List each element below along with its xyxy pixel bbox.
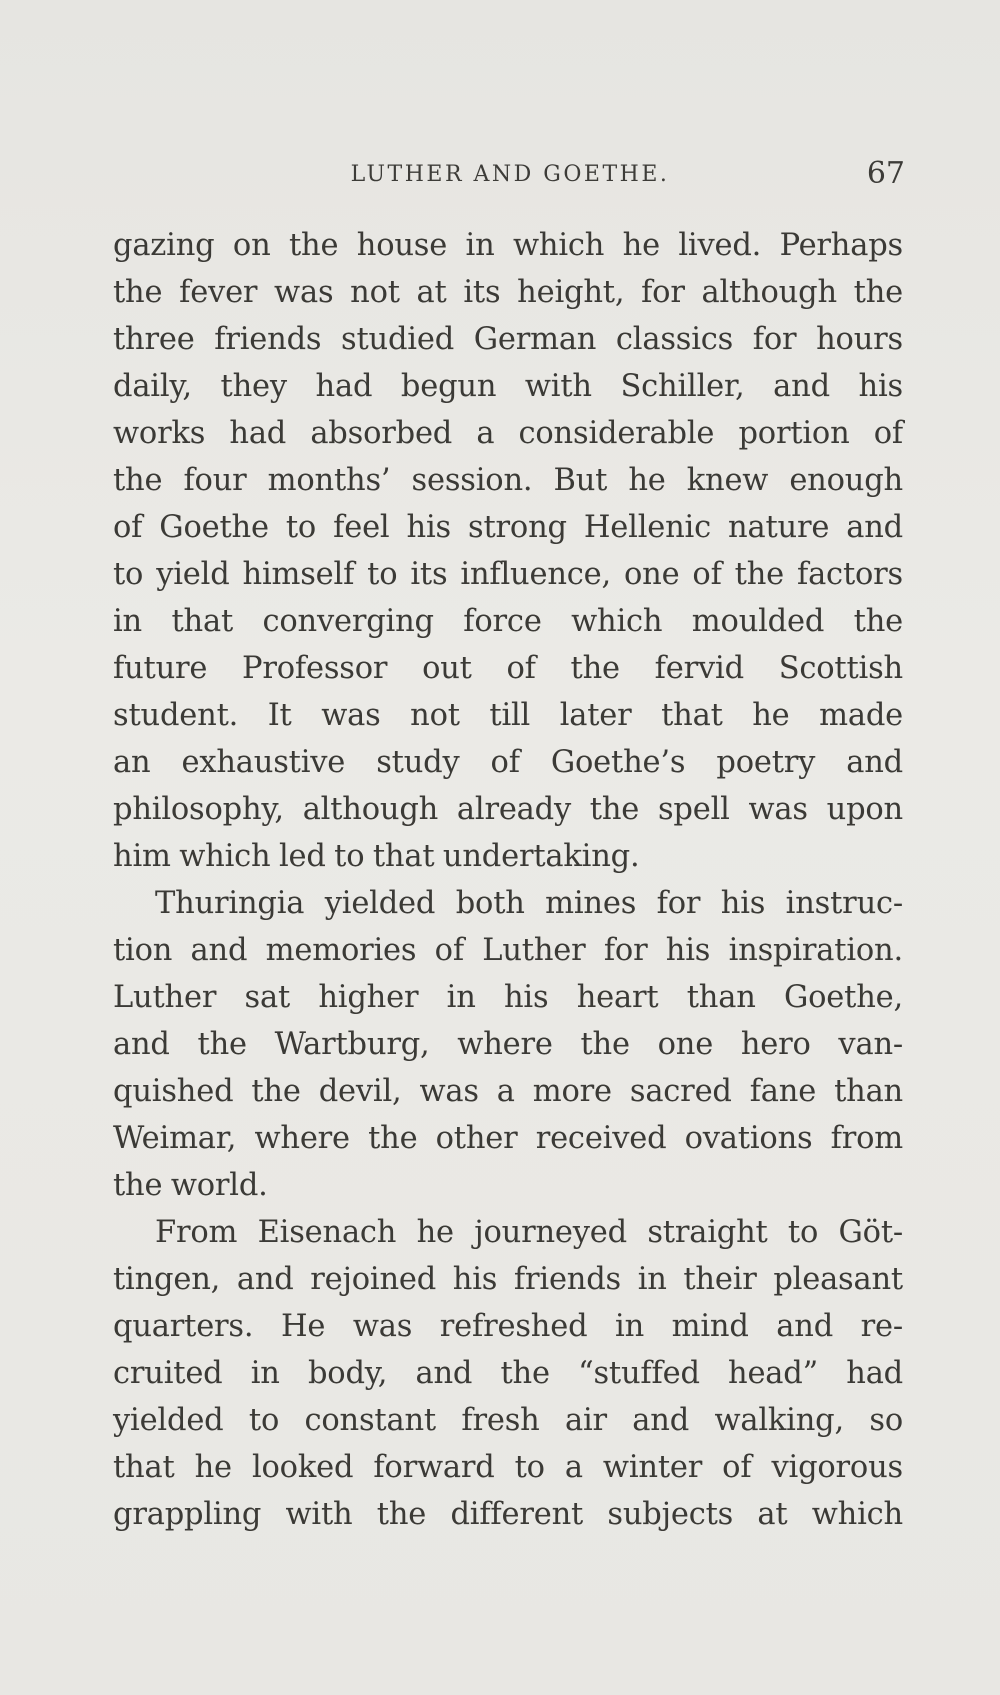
running-title: LUTHER AND GOETHE.	[350, 162, 670, 187]
text-line: student. It was not till later that he made	[113, 698, 903, 733]
text-line: that he looked forward to a winter of vigorous	[113, 1450, 903, 1485]
text-line: the fever was not at its height, for although the	[113, 275, 903, 310]
text-line: three friends studied German classics for hours	[113, 322, 903, 357]
paragraph	[113, 880, 903, 1209]
text-line: future Professor out of the fervid Scottish	[113, 651, 903, 686]
paragraph	[113, 1209, 903, 1538]
body-text	[113, 222, 903, 1538]
paragraph	[113, 222, 903, 880]
text-line: works had absorbed a considerable portion of	[113, 416, 903, 451]
text-line: cruited in body, and the “stuffed head” had	[113, 1356, 903, 1391]
text-line: From Eisenach he journeyed straight to Göt-	[155, 1215, 903, 1250]
text-line: in that converging force which moulded the	[113, 604, 903, 639]
text-line: him which led to that undertaking.	[113, 839, 640, 874]
text-line: yielded to constant fresh air and walking, so	[113, 1403, 903, 1438]
text-line: Luther sat higher in his heart than Goethe,	[113, 980, 903, 1015]
running-head	[115, 152, 905, 192]
text-line: and the Wartburg, where the one hero van-	[113, 1027, 903, 1062]
page-number: 67	[866, 156, 905, 191]
text-line: the four months’ session. But he knew enough	[113, 463, 903, 498]
text-line: tion and memories of Luther for his inspiration.	[113, 933, 903, 968]
text-line: gazing on the house in which he lived. Perhaps	[113, 228, 903, 263]
text-line: Thuringia yielded both mines for his instruc-	[155, 886, 903, 921]
text-line: tingen, and rejoined his friends in their pleasant	[113, 1262, 903, 1297]
text-line: of Goethe to feel his strong Hellenic nature and	[113, 510, 903, 545]
text-line: daily, they had begun with Schiller, and his	[113, 369, 903, 404]
text-line: quished the devil, was a more sacred fane than	[113, 1074, 903, 1109]
text-line: quarters. He was refreshed in mind and re-	[113, 1309, 903, 1344]
text-line: to yield himself to its influence, one of the factors	[113, 557, 903, 592]
text-line: the world.	[113, 1168, 268, 1203]
text-line: philosophy, although already the spell was upon	[113, 792, 903, 827]
text-line: an exhaustive study of Goethe’s poetry and	[113, 745, 903, 780]
text-line: grappling with the different subjects at which	[113, 1497, 903, 1532]
text-line: Weimar, where the other received ovations from	[113, 1121, 903, 1156]
